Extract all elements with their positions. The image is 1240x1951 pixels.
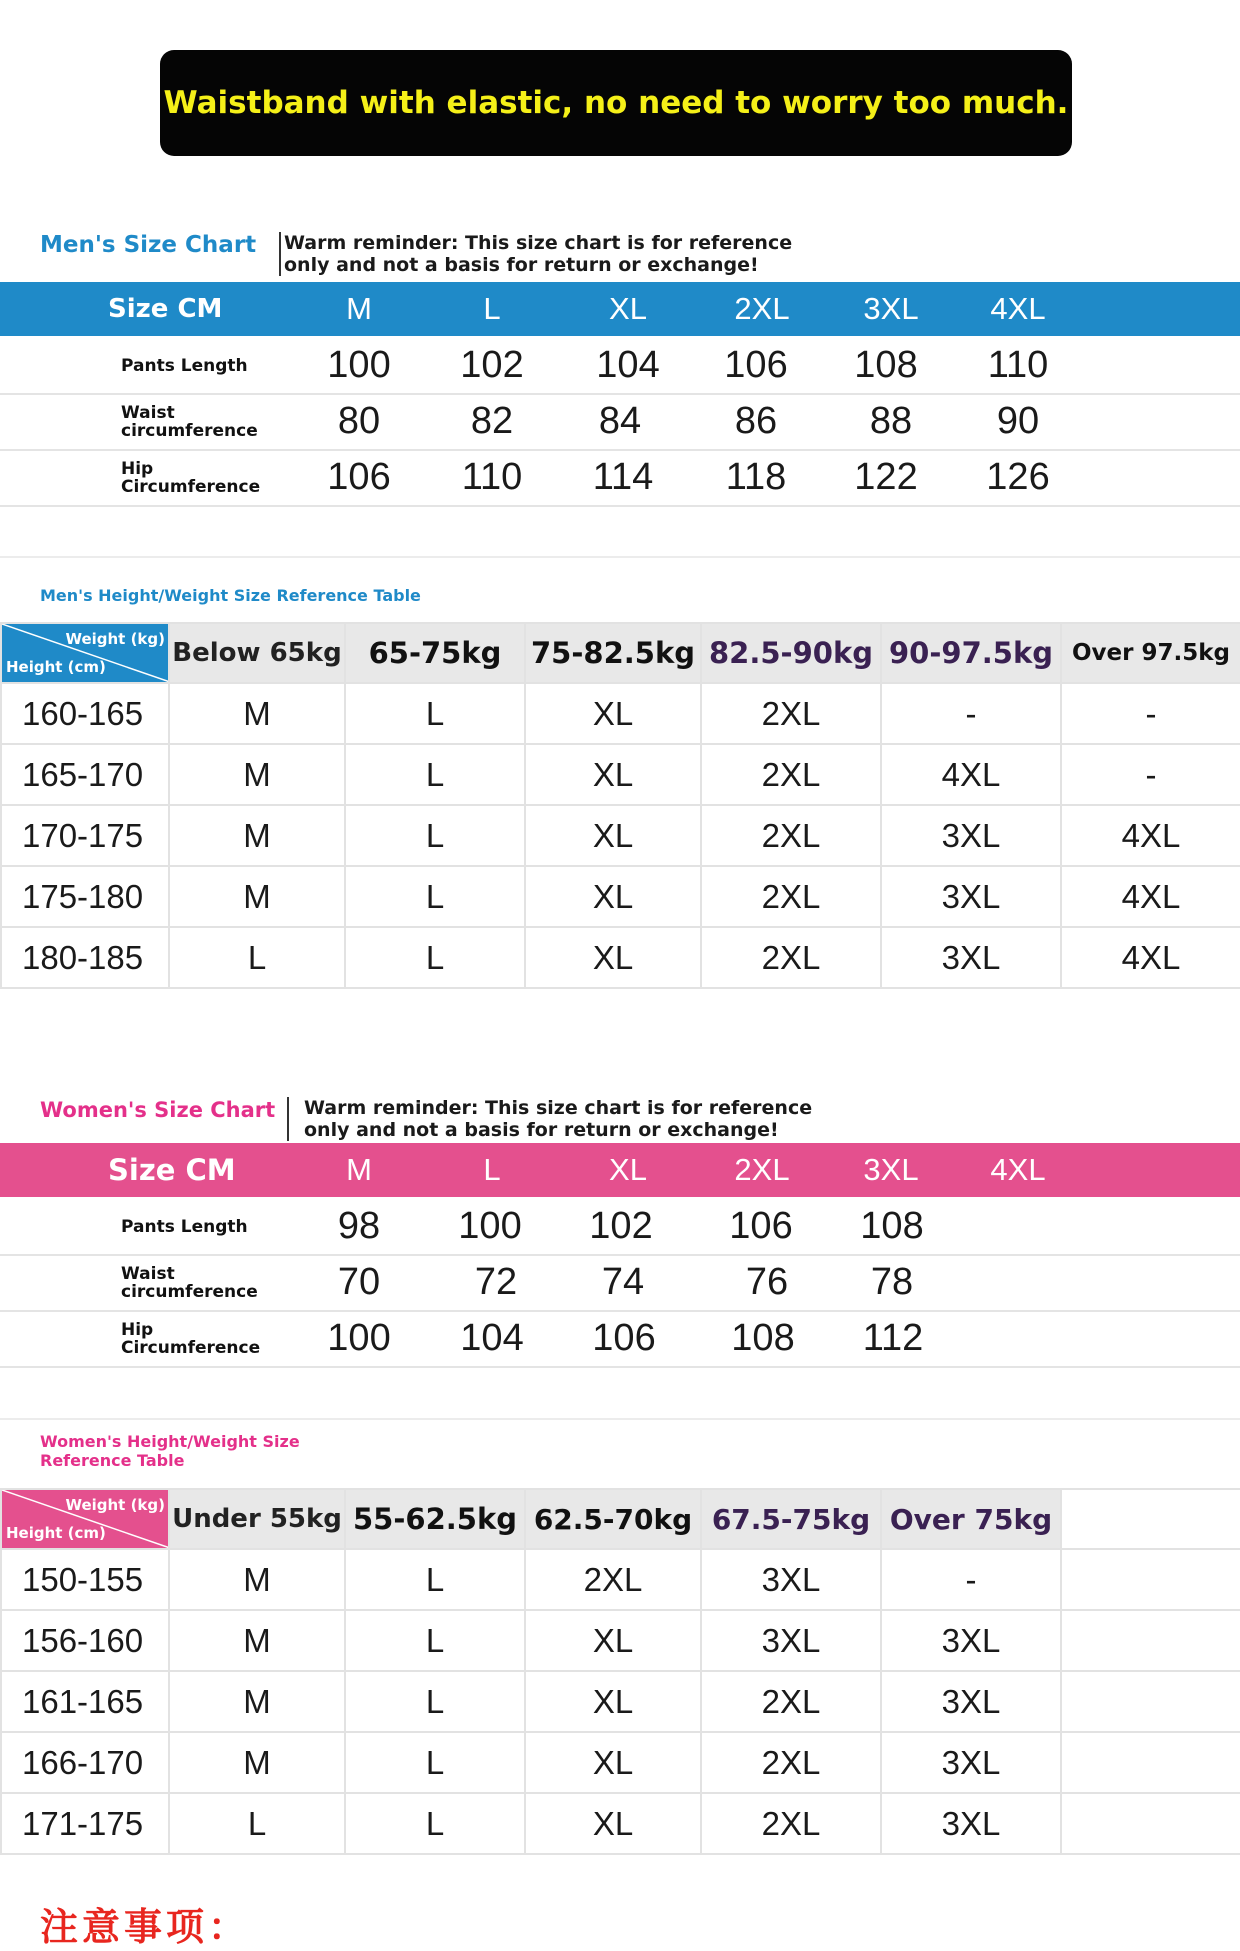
table-row xyxy=(1,1793,1240,1854)
size-cell xyxy=(1061,1793,1240,1854)
size-cell: 4XL xyxy=(1061,927,1240,988)
size-cell: 3XL xyxy=(881,1793,1061,1854)
size-cell: 3XL xyxy=(881,866,1061,927)
table-row xyxy=(1,683,1240,744)
measure-name: Hip Circumference xyxy=(121,1319,261,1358)
size-cell: XL xyxy=(525,866,701,927)
women-height-weight-table xyxy=(0,1488,1240,1855)
table-row xyxy=(1,744,1240,805)
women-reminder-note: Warm reminder: This size chart is for reference only and not a basis for return or exchange! xyxy=(287,1097,864,1141)
size-col: 4XL xyxy=(990,1152,1046,1187)
height-cell: 171-175 xyxy=(1,1793,169,1854)
size-cell: M xyxy=(169,744,345,805)
height-cell: 165-170 xyxy=(1,744,169,805)
size-cell: 2XL xyxy=(701,927,881,988)
measure-value: 98 xyxy=(337,1205,381,1247)
measure-value: 110 xyxy=(461,456,523,498)
table-row xyxy=(1,1549,1240,1610)
men-hw-title: Men's Height/Weight Size Reference Table xyxy=(40,586,421,605)
measure-value: 90 xyxy=(996,400,1040,442)
height-cell: 166-170 xyxy=(1,1732,169,1793)
size-cell: XL xyxy=(525,1732,701,1793)
height-cell: 175-180 xyxy=(1,866,169,927)
weight-col-header: 82.5-90kg xyxy=(701,623,881,683)
size-cell: L xyxy=(345,1732,525,1793)
size-cell: M xyxy=(169,805,345,866)
women-size-chart-title: Women's Size Chart xyxy=(40,1098,276,1122)
measure-value: 108 xyxy=(731,1317,795,1359)
height-cell: 156-160 xyxy=(1,1610,169,1671)
measure-value: 100 xyxy=(327,1317,391,1359)
weight-col-header: 75-82.5kg xyxy=(525,623,701,683)
weight-col-header: 90-97.5kg xyxy=(881,623,1061,683)
measure-value: 108 xyxy=(854,344,918,386)
height-cell: 161-165 xyxy=(1,1671,169,1732)
measure-value: 106 xyxy=(729,1205,793,1247)
measure-value: 82 xyxy=(470,400,514,442)
women-measure-row xyxy=(0,1255,1240,1312)
table-row xyxy=(1,1671,1240,1732)
men-size-chart-title: Men's Size Chart xyxy=(40,232,257,258)
weight-col-header: 65-75kg xyxy=(345,623,525,683)
weight-col-header: 62.5-70kg xyxy=(525,1489,701,1549)
size-cell: - xyxy=(1061,744,1240,805)
size-cell: L xyxy=(345,744,525,805)
size-cell: 4XL xyxy=(1061,805,1240,866)
measure-value: 126 xyxy=(986,456,1050,498)
size-cell xyxy=(1061,1610,1240,1671)
women-hw-title: Women's Height/Weight Size Reference Table xyxy=(40,1432,300,1470)
height-cell: 170-175 xyxy=(1,805,169,866)
height-cell: 180-185 xyxy=(1,927,169,988)
measure-value: 106 xyxy=(327,456,391,498)
size-cell: 3XL xyxy=(881,1671,1061,1732)
size-col: 3XL xyxy=(863,1152,919,1187)
size-cell: M xyxy=(169,683,345,744)
measure-value: 104 xyxy=(596,344,660,386)
height-cell: 160-165 xyxy=(1,683,169,744)
size-cell: L xyxy=(345,805,525,866)
section-divider xyxy=(0,556,1240,558)
size-cell: L xyxy=(345,1671,525,1732)
weight-col-header: 55-62.5kg xyxy=(345,1489,525,1549)
table-corner-cell xyxy=(1,1489,169,1549)
measure-name: Waist circumference xyxy=(121,1263,258,1302)
height-axis-label: Height (cm) xyxy=(6,658,106,676)
size-cell: M xyxy=(169,1549,345,1610)
measure-value: 114 xyxy=(592,456,654,498)
measure-value: 76 xyxy=(745,1261,789,1303)
size-col: L xyxy=(483,291,501,326)
men-height-weight-table xyxy=(0,622,1240,989)
measure-value: 78 xyxy=(870,1261,914,1303)
size-cell: L xyxy=(345,1793,525,1854)
measure-value: 72 xyxy=(474,1261,518,1303)
table-row xyxy=(1,866,1240,927)
women-size-header xyxy=(0,1143,1240,1197)
size-col: 3XL xyxy=(863,291,919,326)
size-col: M xyxy=(346,291,372,326)
measure-value xyxy=(978,1311,1058,1366)
size-cell: 2XL xyxy=(701,683,881,744)
size-cell: L xyxy=(169,1793,345,1854)
measure-value: 106 xyxy=(724,344,788,386)
size-cell: 2XL xyxy=(701,866,881,927)
size-cell: L xyxy=(345,866,525,927)
men-size-header xyxy=(0,282,1240,336)
measure-value: 104 xyxy=(460,1317,524,1359)
table-header-row xyxy=(1,623,1240,683)
measure-value: 108 xyxy=(860,1205,924,1247)
measure-value: 100 xyxy=(327,344,391,386)
weight-col-header xyxy=(1061,1489,1240,1549)
weight-col-header: 67.5-75kg xyxy=(701,1489,881,1549)
measure-value: 100 xyxy=(458,1205,522,1247)
men-measure-row xyxy=(0,394,1240,451)
measure-value xyxy=(978,1255,1058,1310)
weight-col-header: Below 65kg xyxy=(169,623,345,683)
size-cell: XL xyxy=(525,683,701,744)
table-header-row xyxy=(1,1489,1240,1549)
weight-col-header: Under 55kg xyxy=(169,1489,345,1549)
measure-value: 88 xyxy=(869,400,913,442)
section-divider xyxy=(0,1418,1240,1420)
size-cell: - xyxy=(1061,683,1240,744)
men-measure-row xyxy=(0,450,1240,507)
size-cell: XL xyxy=(525,805,701,866)
measure-name: Pants Length xyxy=(121,355,248,376)
table-corner-cell xyxy=(1,623,169,683)
measure-name: Pants Length xyxy=(121,1216,248,1237)
measure-name: Waist circumference xyxy=(121,402,258,441)
size-cell: L xyxy=(345,1549,525,1610)
size-cell: 2XL xyxy=(701,1671,881,1732)
table-row xyxy=(1,1610,1240,1671)
size-cell: M xyxy=(169,1732,345,1793)
size-cell: 2XL xyxy=(701,805,881,866)
size-cell: 4XL xyxy=(881,744,1061,805)
measure-name: Hip Circumference xyxy=(121,458,261,497)
size-col: 2XL xyxy=(734,291,790,326)
size-cell: 3XL xyxy=(881,927,1061,988)
table-row xyxy=(1,927,1240,988)
size-col: M xyxy=(346,1152,372,1187)
table-row xyxy=(1,1732,1240,1793)
size-cell: 3XL xyxy=(701,1610,881,1671)
size-cell: XL xyxy=(525,1671,701,1732)
men-measure-row xyxy=(0,338,1240,395)
measure-value xyxy=(978,1199,1058,1254)
size-cell: 4XL xyxy=(1061,866,1240,927)
size-col: XL xyxy=(609,1152,647,1187)
size-cell: 2XL xyxy=(525,1549,701,1610)
measure-value: 80 xyxy=(337,400,381,442)
size-cell: XL xyxy=(525,1610,701,1671)
size-cell: - xyxy=(881,683,1061,744)
banner-text: Waistband with elastic, no need to worry too much. xyxy=(163,85,1069,121)
size-cell: L xyxy=(169,927,345,988)
size-cell: 3XL xyxy=(701,1549,881,1610)
size-cell: 2XL xyxy=(701,1732,881,1793)
height-cell: 150-155 xyxy=(1,1549,169,1610)
size-cell: 3XL xyxy=(881,805,1061,866)
notes-heading: 注意事项： xyxy=(40,1905,251,1949)
weight-axis-label: Weight (kg) xyxy=(65,630,165,648)
measure-value: 102 xyxy=(589,1205,653,1247)
measure-value: 106 xyxy=(592,1317,656,1359)
size-cell: M xyxy=(169,1671,345,1732)
size-col: XL xyxy=(609,291,647,326)
size-col: L xyxy=(483,1152,501,1187)
size-cell: M xyxy=(169,866,345,927)
size-cm-label: Size CM xyxy=(108,1153,236,1187)
weight-col-header: Over 75kg xyxy=(881,1489,1061,1549)
size-cm-label: Size CM xyxy=(108,294,223,324)
size-cell: XL xyxy=(525,744,701,805)
measure-value: 84 xyxy=(598,400,642,442)
table-row xyxy=(1,805,1240,866)
measure-value: 102 xyxy=(460,344,524,386)
measure-value: 112 xyxy=(862,1317,924,1359)
size-col: 2XL xyxy=(734,1152,790,1187)
promo-banner xyxy=(160,50,1072,156)
size-cell: XL xyxy=(525,927,701,988)
measure-value: 74 xyxy=(601,1261,645,1303)
measure-value: 122 xyxy=(854,456,918,498)
measure-value: 118 xyxy=(725,456,787,498)
size-cell: 2XL xyxy=(701,744,881,805)
height-axis-label: Height (cm) xyxy=(6,1524,106,1542)
weight-axis-label: Weight (kg) xyxy=(65,1496,165,1514)
size-cell: L xyxy=(345,927,525,988)
women-measure-row xyxy=(0,1311,1240,1368)
size-cell: - xyxy=(881,1549,1061,1610)
size-cell xyxy=(1061,1671,1240,1732)
size-cell: 2XL xyxy=(701,1793,881,1854)
size-cell xyxy=(1061,1732,1240,1793)
size-cell: L xyxy=(345,1610,525,1671)
size-cell: 3XL xyxy=(881,1610,1061,1671)
measure-value: 70 xyxy=(337,1261,381,1303)
weight-col-header: Over 97.5kg xyxy=(1061,623,1240,683)
men-reminder-note: Warm reminder: This size chart is for reference only and not a basis for return or exchange! xyxy=(279,232,844,276)
size-cell: L xyxy=(345,683,525,744)
size-col: 4XL xyxy=(990,291,1046,326)
women-measure-row xyxy=(0,1199,1240,1256)
measure-value: 86 xyxy=(734,400,778,442)
measure-value: 110 xyxy=(987,344,1049,386)
size-cell xyxy=(1061,1549,1240,1610)
size-cell: 3XL xyxy=(881,1732,1061,1793)
size-cell: M xyxy=(169,1610,345,1671)
size-cell: XL xyxy=(525,1793,701,1854)
